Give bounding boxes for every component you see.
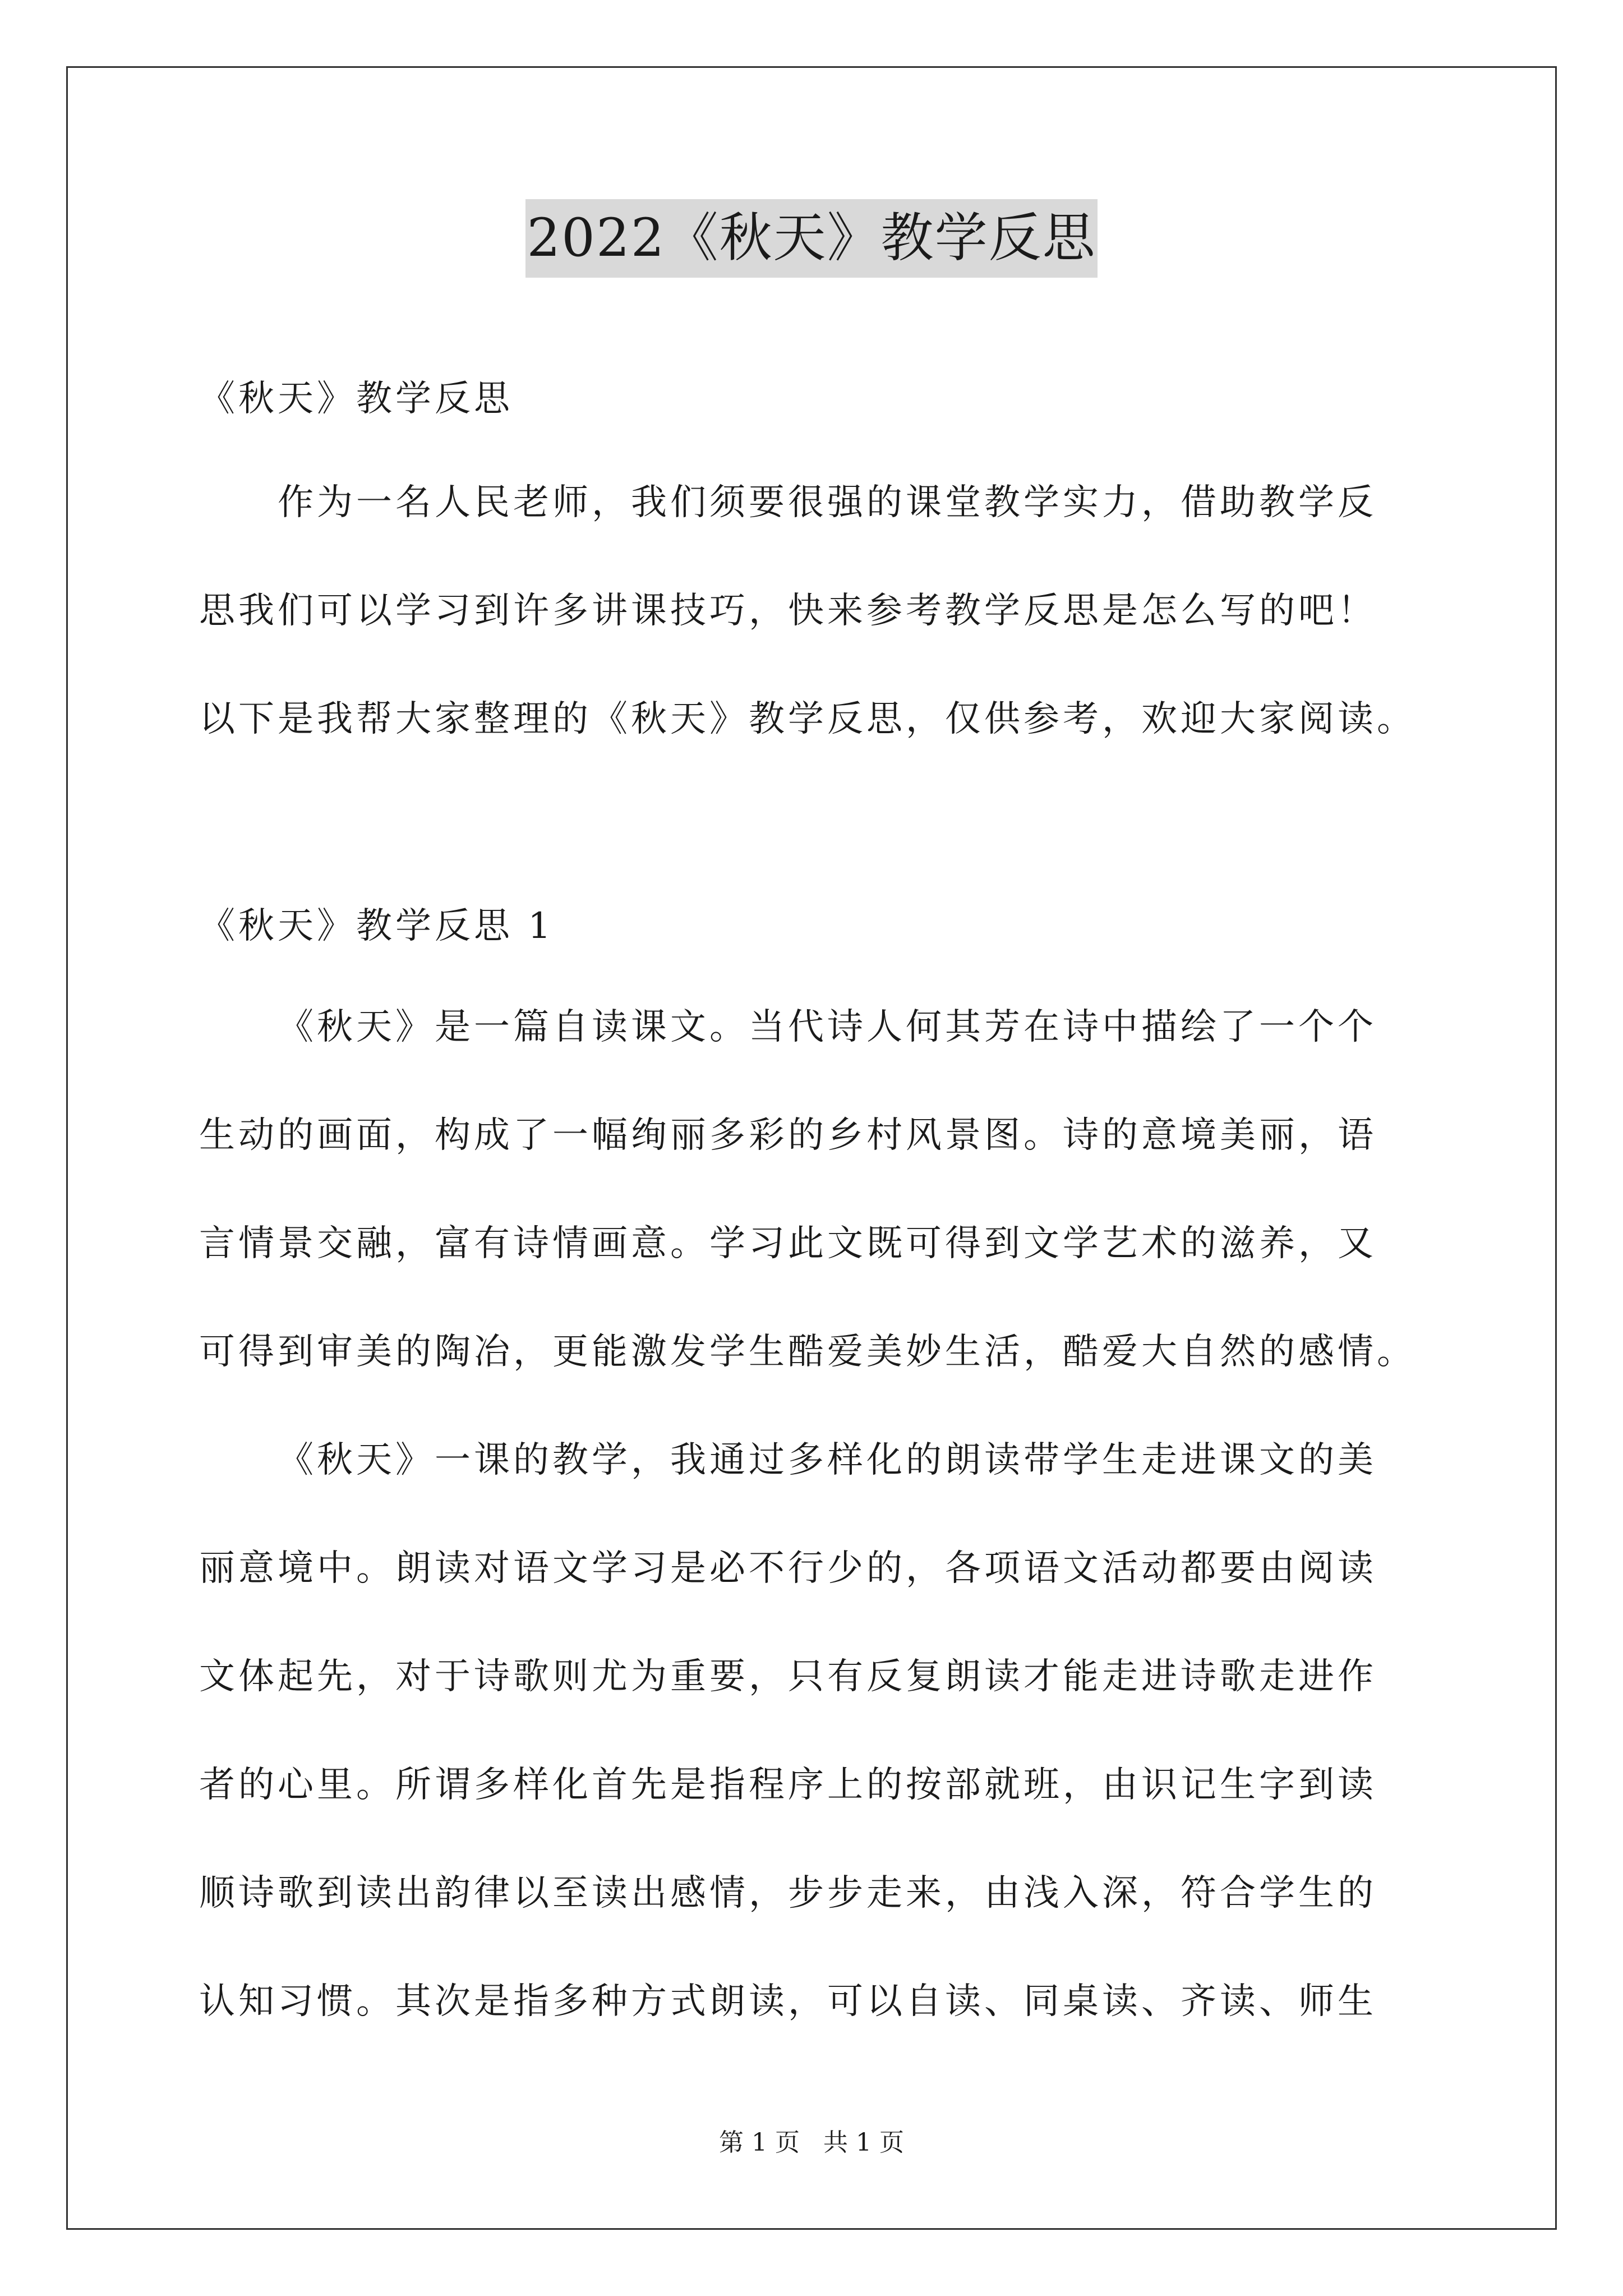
para2-line-1: 《秋天》一课的教学，我通过多样化的朗读带学生走进课文的美 — [278, 1439, 1377, 1481]
intro-paragraph — [199, 449, 1427, 774]
intro-line-1: 作为一名人民老师，我们须要很强的课堂教学实力，借助教学反 — [278, 482, 1377, 523]
document-title: 2022《秋天》教学反思 — [525, 199, 1097, 278]
para1-line-2: 生动的画面，构成了一幅绚丽多彩的乡村风景图。诗的意境美丽，语 — [199, 1115, 1377, 1156]
intro-line-3: 以下是我帮大家整理的《秋天》教学反思，仅供参考，欢迎大家阅读。 — [199, 698, 1416, 740]
section-heading-intro — [199, 345, 1427, 453]
page-number-current: 第 1 页 — [719, 2128, 800, 2157]
paragraph-2 — [199, 1406, 1427, 2056]
para2-line-6: 认知习惯。其次是指多种方式朗读，可以自读、同桌读、齐读、师生 — [199, 1981, 1377, 2022]
para1-line-3: 言情景交融，富有诗情画意。学习此文既可得到文学艺术的滋养，又 — [199, 1223, 1377, 1264]
para1-line-4: 可得到审美的陶冶，更能激发学生酷爱美妙生活，酷爱大自然的感情。 — [199, 1331, 1416, 1373]
para2-line-5: 顺诗歌到读出韵律以至读出感情，步步走来，由浅入深，符合学生的 — [199, 1872, 1377, 1914]
para1-line-1: 《秋天》是一篇自读课文。当代诗人何其芳在诗中描绘了一个个 — [278, 1006, 1377, 1048]
section-heading-1 — [199, 872, 1427, 981]
para2-line-3: 文体起先，对于诗歌则尤为重要，只有反复朗读才能走进诗歌走进作 — [199, 1656, 1377, 1697]
heading-text: 《秋天》教学反思 — [199, 378, 513, 420]
page-footer — [0, 2126, 1623, 2160]
heading-text: 《秋天》教学反思 1 — [199, 905, 555, 947]
title-container — [0, 199, 1623, 278]
page-number-total: 共 1 页 — [823, 2128, 904, 2157]
para2-line-2: 丽意境中。朗读对语文学习是必不行少的，各项语文活动都要由阅读 — [199, 1548, 1377, 1589]
paragraph-1 — [199, 973, 1427, 1406]
para2-line-4: 者的心里。所谓多样化首先是指程序上的按部就班，由识记生字到读 — [199, 1764, 1377, 1806]
intro-line-2: 思我们可以学习到许多讲课技巧，快来参考教学反思是怎么写的吧！ — [199, 590, 1377, 632]
